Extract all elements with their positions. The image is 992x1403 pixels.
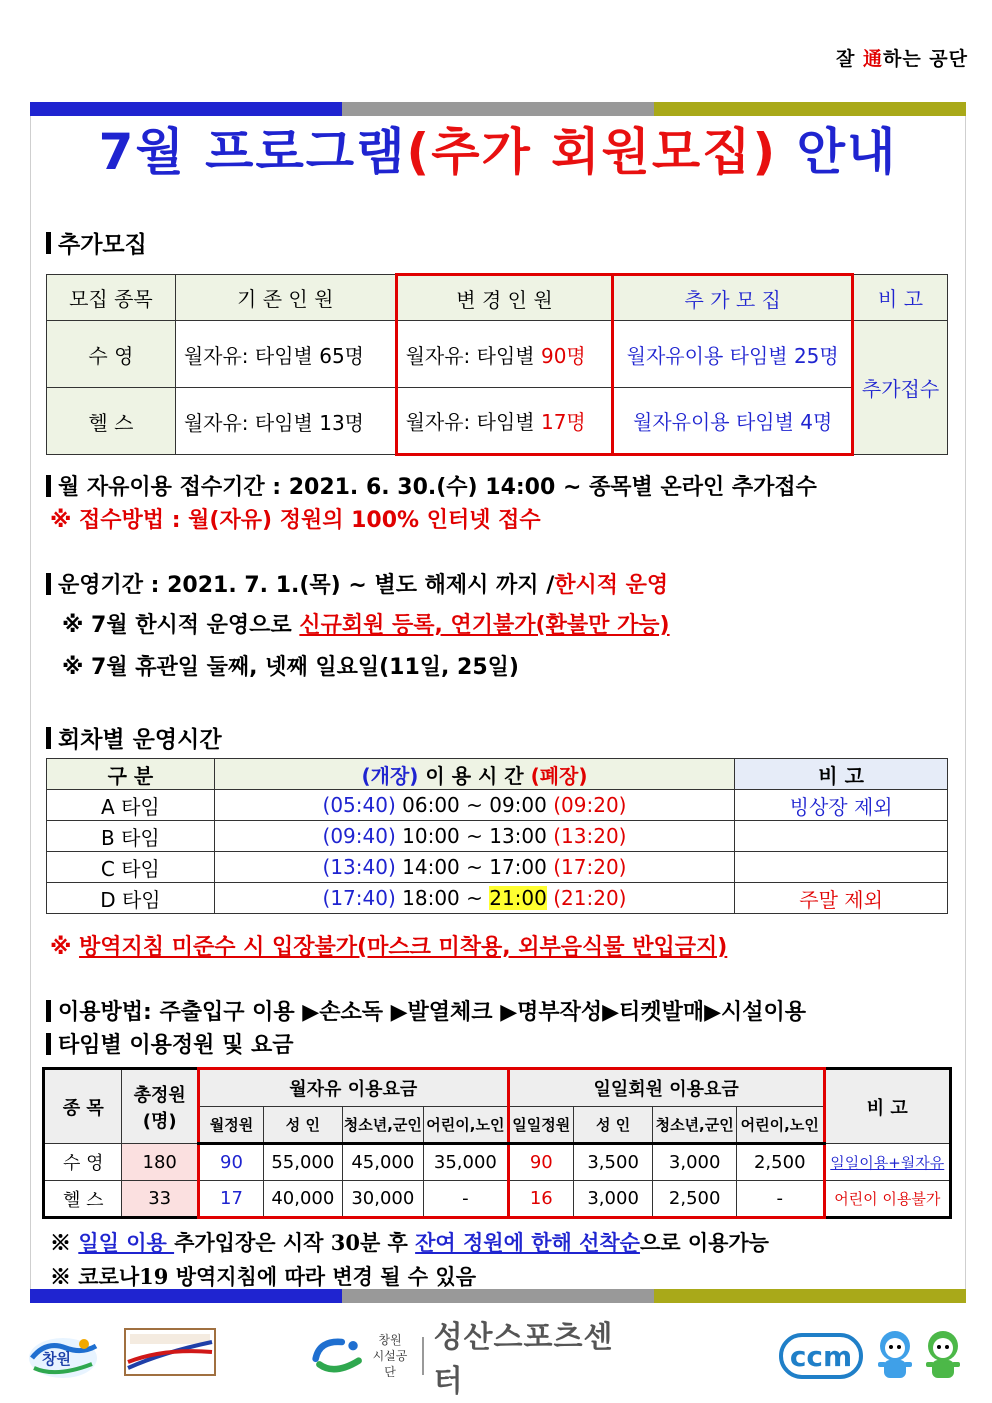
additional-cell: 월자유이용 타임별 4명 xyxy=(613,388,853,455)
time-range-cell: (13:40) 14:00 ~ 17:00 (17:20) xyxy=(214,852,734,883)
quarantine-warning: ※ 방역지침 미준수 시 입장불가(마스크 미착용, 외부음식물 반입금지) xyxy=(50,935,728,960)
time-note-cell xyxy=(735,852,948,883)
operation-period: 운영기간 : 2021. 7. 1.(목) ~ 별도 해제시 까지 / 한시적 운영 xyxy=(46,568,668,599)
fee-cell: 17 xyxy=(198,1181,263,1218)
logo-divider xyxy=(422,1337,424,1375)
subheader-cell: 일일정원 xyxy=(508,1107,573,1144)
capacity-heading: 타임별 이용정원 및 요금 xyxy=(46,1028,294,1059)
mascot-blue-icon xyxy=(872,1328,918,1384)
heading-marker xyxy=(46,232,51,254)
fee-cell: 16 xyxy=(508,1181,573,1218)
reception-period: 월 자유이용 접수기간 : 2021. 6. 30.(수) 14:00 ~ 종목별 온라인 추가접수 xyxy=(46,470,817,501)
fee-cell: 90 xyxy=(198,1144,263,1181)
table-header-row xyxy=(47,275,948,321)
heading-marker xyxy=(46,1033,51,1055)
heading-marker xyxy=(46,1000,51,1022)
item-cell: 수 영 xyxy=(47,321,176,388)
subheader-cell: 어린이,노인 xyxy=(424,1107,509,1144)
fee-cell: 3,500 xyxy=(573,1144,652,1181)
time-note-cell: 빙상장 제외 xyxy=(735,790,948,821)
time-name-cell: B 타임 xyxy=(47,821,215,852)
existing-cell: 월자유: 타임별 13명 xyxy=(175,388,396,455)
fee-cell: 2,500 xyxy=(653,1181,737,1218)
heading-marker xyxy=(46,573,51,595)
header-cell: 구 분 xyxy=(47,759,215,790)
fee-cell: 30,000 xyxy=(342,1181,424,1218)
fee-cell: 55,000 xyxy=(264,1144,342,1181)
item-cell: 헬 스 xyxy=(47,388,176,455)
subheader-cell: 월정원 xyxy=(198,1107,263,1144)
time-range-cell: (17:40) 18:00 ~ 21:00 (21:20) xyxy=(214,883,734,914)
changed-cell: 월자유: 타임별 90명 xyxy=(396,321,613,388)
time-name-cell: C 타임 xyxy=(47,852,215,883)
table-row xyxy=(47,388,948,455)
time-name-cell: A 타임 xyxy=(47,790,215,821)
time-range-cell: (05:40) 06:00 ~ 09:00 (09:20) xyxy=(214,790,734,821)
time-range-cell: (09:40) 10:00 ~ 13:00 (13:20) xyxy=(214,821,734,852)
fee-cell: 3,000 xyxy=(653,1144,737,1181)
time-name-cell: D 타임 xyxy=(47,883,215,914)
fee-cell: 40,000 xyxy=(264,1181,342,1218)
changwon-facilities-icon xyxy=(310,1331,364,1381)
fee-cell: 90 xyxy=(508,1144,573,1181)
changwon-city-logo xyxy=(26,1328,100,1384)
header-cell: 기 존 인 원 xyxy=(175,275,396,321)
fee-cell: 45,000 xyxy=(342,1144,424,1181)
header-cell-daily: 일일회원 이용요금 xyxy=(508,1069,824,1107)
subheader-cell: 성 인 xyxy=(573,1107,652,1144)
fee-total-cell: 180 xyxy=(122,1144,198,1181)
operation-note-2: ※ 7월 휴관일 둘째, 넷째 일요일(11일, 25일) xyxy=(62,655,519,680)
fee-note-cell: 어린이 이용불가 xyxy=(824,1181,950,1218)
footnote-2: ※ 코로나19 방역지침에 따라 변경 될 수 있음 xyxy=(50,1264,476,1289)
header-cell: 변 경 인 원 xyxy=(396,275,613,321)
fee-cell: 35,000 xyxy=(424,1144,509,1181)
existing-cell: 월자유: 타임별 65명 xyxy=(175,321,396,388)
subheader-cell: 어린이,노인 xyxy=(736,1107,824,1144)
note-cell: 추가접수 xyxy=(853,321,948,455)
award-logo xyxy=(124,1328,216,1384)
changwon-logo-text: 창원 xyxy=(42,1350,71,1368)
header-cell: 비 고 xyxy=(853,275,948,321)
usage-method: 이용방법: 주출입구 이용 ▶손소독 ▶발열체크 ▶명부작성▶티켓발매▶시설이용 xyxy=(46,995,806,1026)
ccm-logo: ccm xyxy=(778,1328,864,1384)
subheader-cell: 성 인 xyxy=(264,1107,342,1144)
fee-item-cell: 헬 스 xyxy=(44,1181,122,1218)
table-header-row xyxy=(47,759,948,790)
time-note-cell xyxy=(735,821,948,852)
fee-cell: 2,500 xyxy=(736,1144,824,1181)
header-cell: 비 고 xyxy=(735,759,948,790)
table-row xyxy=(47,852,948,883)
seongsan-sports-center-logo xyxy=(310,1320,630,1399)
page-title: 7월 프로그램(추가 회원모집) 안내 xyxy=(98,123,898,181)
table-row xyxy=(47,821,948,852)
changed-cell: 월자유: 타임별 17명 xyxy=(396,388,613,455)
operation-note-1: ※ 7월 한시적 운영으로 신규회원 등록, 연기불가(환불만 가능) xyxy=(62,613,670,638)
org-name: 창원 시설공단 xyxy=(372,1333,408,1379)
header-cell: 비 고 xyxy=(824,1069,950,1144)
fee-cell: - xyxy=(424,1181,509,1218)
center-name: 성산스포츠센터 xyxy=(433,1320,614,1399)
table-row xyxy=(44,1181,951,1218)
time-note-cell: 주말 제외 xyxy=(735,883,948,914)
heading-marker xyxy=(46,475,51,497)
fee-total-cell: 33 xyxy=(122,1181,198,1218)
section-heading-additional: 추가모집 xyxy=(46,226,147,259)
fee-table xyxy=(42,1067,952,1219)
fee-cell: 3,000 xyxy=(573,1181,652,1218)
section-heading-times: 회차별 운영시간 xyxy=(46,721,222,754)
heading-marker xyxy=(46,727,51,749)
header-cell: 종 목 xyxy=(44,1069,122,1144)
header-cell-monthly: 월자유 이용요금 xyxy=(198,1069,508,1107)
subheader-cell: 청소년,군인 xyxy=(342,1107,424,1144)
fee-cell: - xyxy=(736,1181,824,1218)
highlighted-end-time: 21:00 xyxy=(489,886,547,910)
header-cell: (개장) 이 용 시 간 (폐장) xyxy=(214,759,734,790)
bottom-color-bar xyxy=(30,1289,966,1303)
fee-note-cell: 일일이용+월자유 xyxy=(824,1144,950,1181)
header-cell: 모집 종목 xyxy=(47,275,176,321)
time-schedule-table xyxy=(46,758,948,914)
table-header-row xyxy=(44,1069,951,1107)
table-row xyxy=(47,790,948,821)
slogan: 잘 通하는 공단 xyxy=(835,48,968,70)
fee-item-cell: 수 영 xyxy=(44,1144,122,1181)
mascot-green-icon xyxy=(920,1328,966,1384)
footnote-1: ※ 일일 이용 추가입장은 시작 30분 후 잔여 정원에 한해 선착순으로 이용가능 xyxy=(50,1230,769,1255)
reception-method: ※ 접수방법 : 월(자유) 정원의 100% 인터넷 접수 xyxy=(50,508,541,533)
additional-recruit-table xyxy=(46,273,948,456)
header-cell: 총정원 (명) xyxy=(122,1069,198,1144)
header-cell: 추 가 모 집 xyxy=(613,275,853,321)
additional-cell: 월자유이용 타임별 25명 xyxy=(613,321,853,388)
table-row xyxy=(47,883,948,914)
subheader-cell: 청소년,군인 xyxy=(653,1107,737,1144)
table-row xyxy=(44,1144,951,1181)
table-row xyxy=(47,321,948,388)
